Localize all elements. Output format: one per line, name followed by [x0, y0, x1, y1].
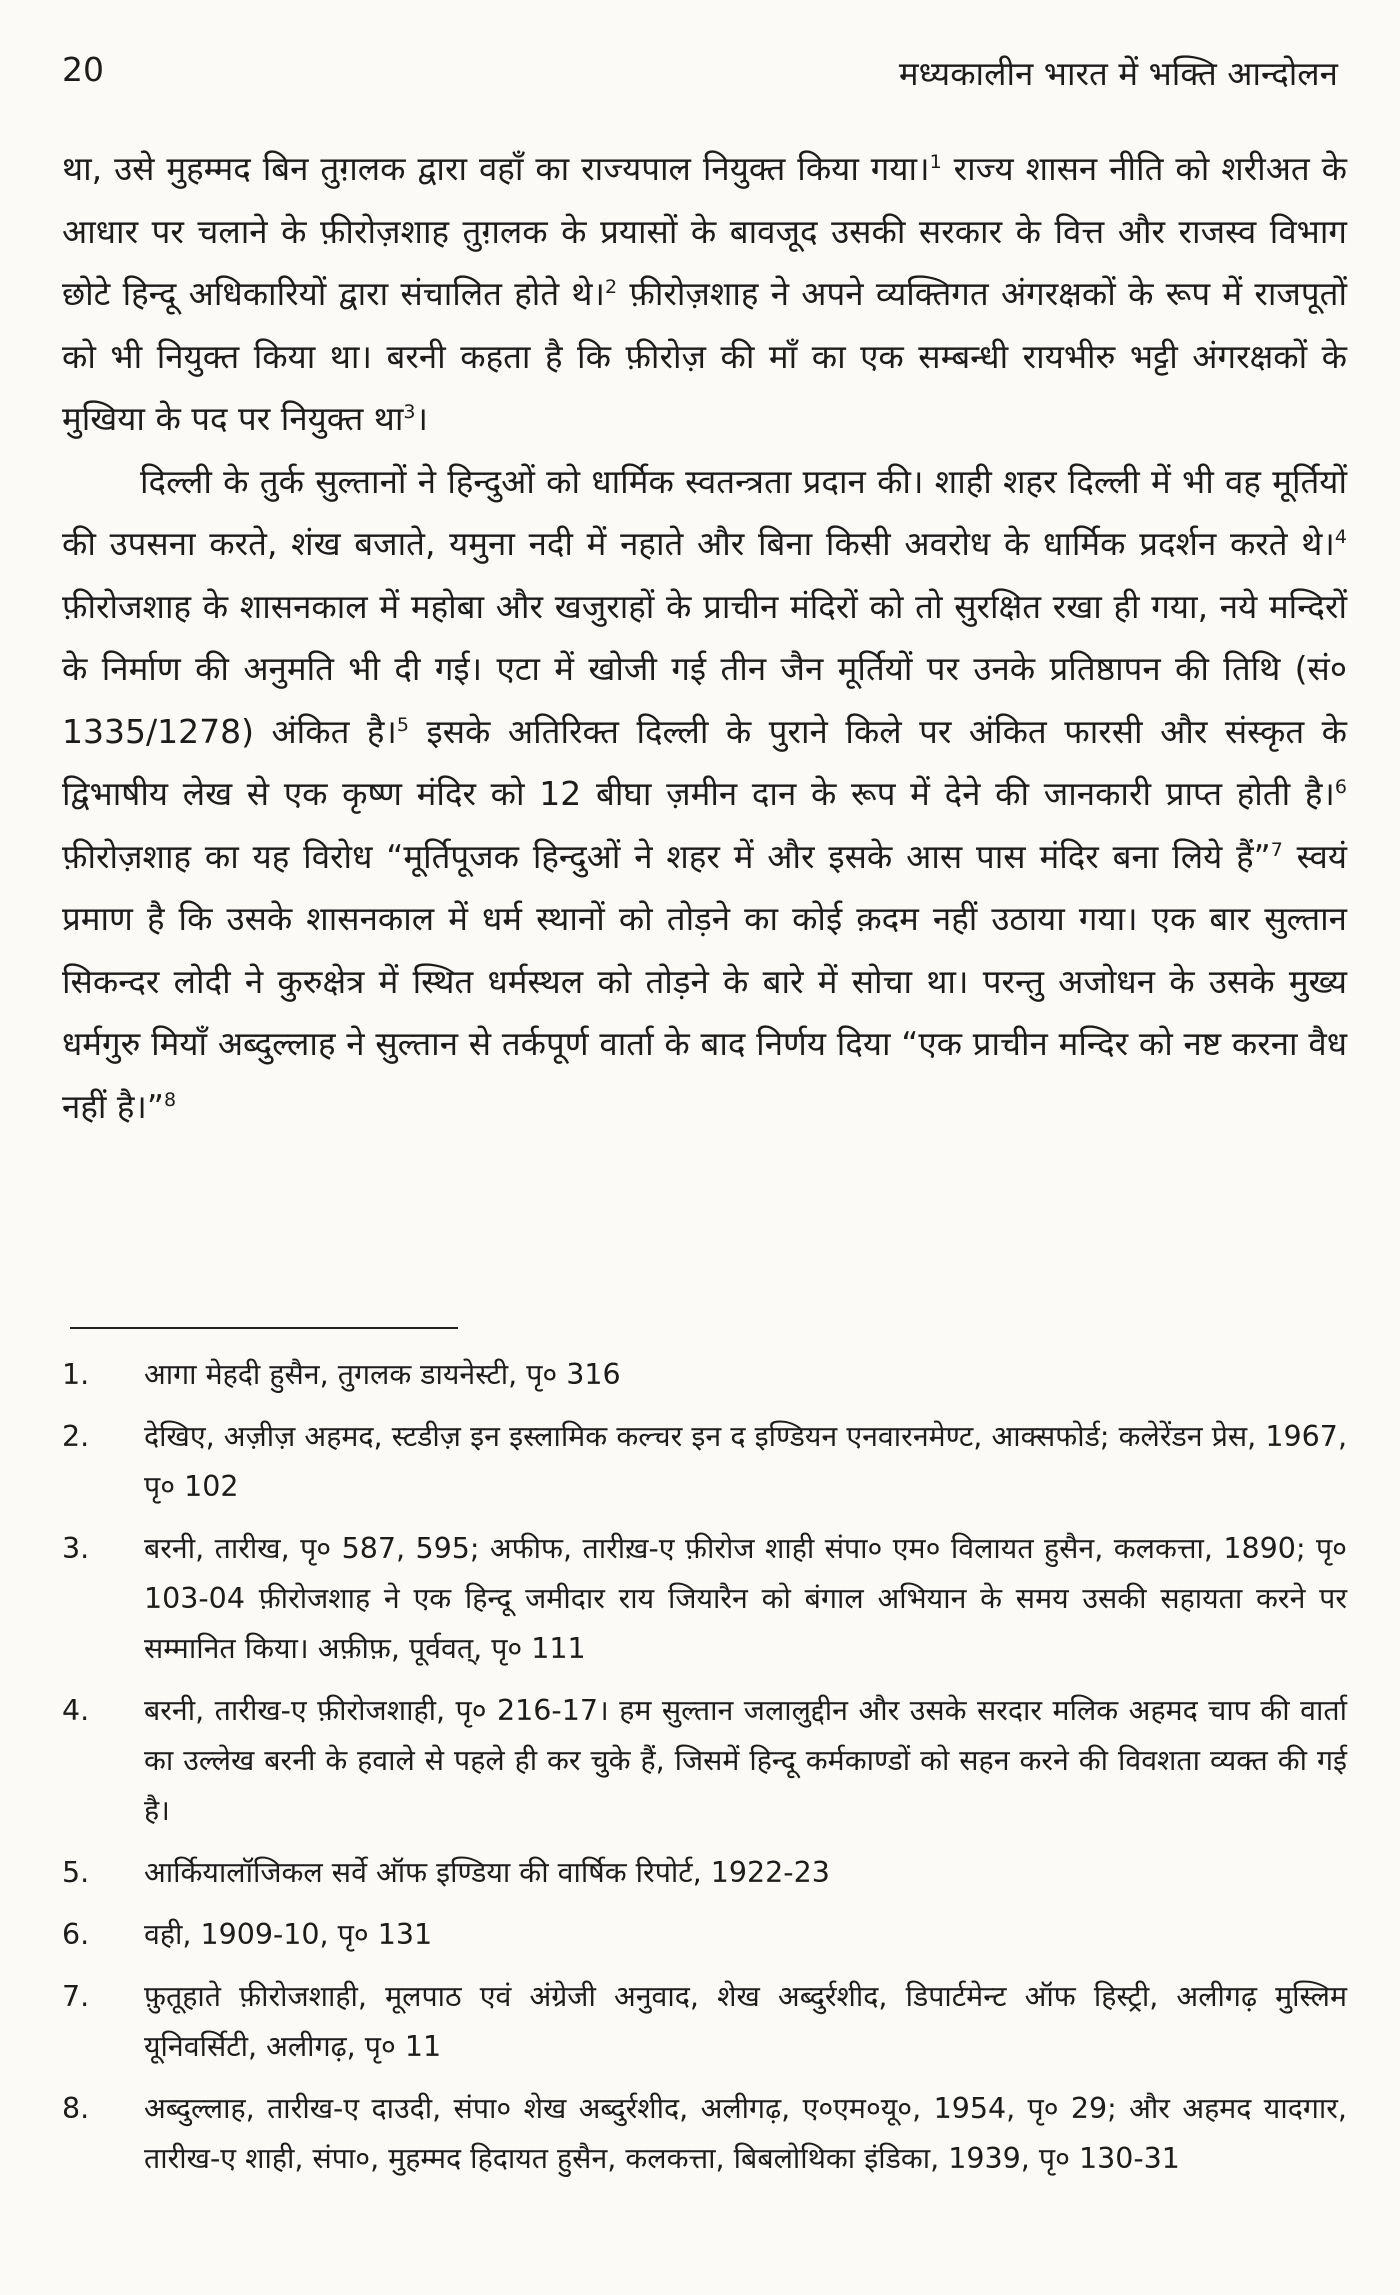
paragraph-text: राज्य शासन नीति को शरीअत के आधार पर चलाने के फ़ीरोज़शाह तुग़लक के प्रयासों के बावजूद उसकी सरकार के वित्त और राजस्व विभाग छोटे हिन्दू अधिकारियों द्वारा संचालित होते थे।: [62, 149, 1348, 313]
footnote-text: फ़ुतूहाते फ़ीरोजशाही, मूलपाठ एवं अंग्रेजी अनुवाद, शेख अब्दुर्रशीद, डिपार्टमेन्ट ऑफ हिस्ट्री, अलीगढ़ मुस्लिम यूनिवर्सिटी, अलीगढ़, पृ० 11: [144, 1980, 1347, 2063]
footnote-text: आर्कियालॉजिकल सर्वे ऑफ इण्डिया की वार्षिक रिपोर्ट, 1922-23: [144, 1856, 830, 1889]
footnote-ref-7[interactable]: 7: [1270, 838, 1283, 861]
paragraph-text: था, उसे मुहम्मद बिन तुग़लक द्वारा वहाँ का राज्यपाल नियुक्त किया गया।: [62, 149, 930, 188]
footnote-ref-6[interactable]: 6: [1334, 776, 1347, 798]
footnote-ref-4[interactable]: 4: [1334, 526, 1347, 548]
paragraph-text: फ़ीरोज़शाह का यह विरोध “मूर्तिपूजक हिन्दुओं ने शहर में और इसके आस पास मंदिर बना लिये हैं”: [62, 836, 1271, 876]
page-number: 20: [62, 50, 104, 89]
footnote-number: 7.: [62, 1980, 90, 2013]
footnote-text: आगा मेहदी हुसैन, तुगलक डायनेस्टी, पृ० 316: [144, 1358, 621, 1391]
paragraph-1: [62, 138, 1347, 451]
footnote-number: 3.: [62, 1532, 90, 1565]
paragraph-2: [62, 451, 1347, 1139]
footnote-item: [62, 1524, 1347, 1674]
footnote-item: [62, 1350, 1347, 1400]
footnote-ref-5[interactable]: 5: [396, 713, 410, 736]
paragraph-text: फ़ीरोजशाह के शासनकाल में महोबा और खजुराहों के प्राचीन मंदिरों को तो सुरक्षित रखा ही गया, नये मन्दिरों के निर्माण की अनुमति भी दी गई। एटा में खोजी गई तीन जैन मूर्तियों पर उनके प्रतिष्ठापन की तिथि (सं० 1335/1278) अंकित है।: [62, 586, 1347, 751]
footnote-text: वही, 1909-10, पृ० 131: [144, 1918, 433, 1951]
paragraph-text: दिल्ली के तुर्क सुल्तानों ने हिन्दुओं को धार्मिक स्वतन्त्रता प्रदान की। शाही शहर दिल्ली में भी वह मूर्तियों की उपसना करते, शंख बजाते, यमुना नदी में नहाते और बिना किसी अवरोध के धार्मिक प्रदर्शन करते थे।: [62, 461, 1347, 563]
footnote-text: बरनी, तारीख-ए फ़ीरोजशाही, पृ० 216-17। हम सुल्तान जलालुद्दीन और उसके सरदार मलिक अहमद चाप की वार्ता का उल्लेख बरनी के हवाले से पहले ही कर चुके हैं, जिसमें हिन्दू कर्मकाण्डों को सहन करने की विवशता व्यक्त की गई है।: [144, 1694, 1347, 1827]
footnote-number: 1.: [62, 1358, 90, 1391]
footnotes: [62, 1350, 1347, 2196]
paragraph-text: स्वयं प्रमाण है कि उसके शासनकाल में धर्म स्थानों को तोड़ने का कोई क़दम नहीं उठाया गया। एक बार सुल्तान सिकन्दर लोदी ने कुरुक्षेत्र में स्थित धर्मस्थल को तोड़ने के बारे में सोचा था। परन्तु अजोधन के उसके मुख्य धर्मगुरु मियाँ अब्दुल्लाह ने सुल्तान से तर्कपूर्ण वार्ता के बाद निर्णय दिया “एक प्राचीन मन्दिर को नष्ट करना वैध नहीं है।”: [62, 836, 1347, 1126]
footnote-number: 8.: [62, 2092, 90, 2125]
footnote-ref-1[interactable]: 1: [929, 151, 942, 173]
footnote-item: [62, 2084, 1347, 2184]
footnote-divider: [70, 1327, 458, 1329]
footnote-number: 6.: [62, 1918, 90, 1951]
paragraph-text: ।: [415, 399, 429, 438]
footnote-text: देखिए, अज़ीज़ अहमद, स्टडीज़ इन इस्लामिक कल्चर इन द इण्डियन एनवारनमेण्ट, आक्सफोर्ड; कलेरेंडन प्रेस, 1967, पृ० 102: [144, 1420, 1347, 1503]
footnote-ref-8[interactable]: 8: [164, 1088, 177, 1111]
footnote-item: [62, 1848, 1347, 1898]
paragraph-text: इसके अतिरिक्त दिल्ली के पुराने किले पर अंकित फारसी और संस्कृत के द्विभाषीय लेख से एक कृष्ण मंदिर को 12 बीघा ज़मीन दान के रूप में देने की जानकारी प्राप्त होती है।: [62, 711, 1348, 813]
footnote-text: अब्दुल्लाह, तारीख-ए दाउदी, संपा० शेख अब्दुर्रशीद, अलीगढ़, ए०एम०यू०, 1954, पृ० 29; और अहमद यादगार, तारीख-ए शाही, संपा०, मुहम्मद हिदायत हुसैन, कलकत्ता, बिबलोथिका इंडिका, 1939, पृ० 130-31: [144, 2092, 1347, 2175]
body-text: [62, 138, 1347, 1138]
footnote-item: [62, 1686, 1347, 1836]
footnote-item: [62, 1910, 1347, 1960]
footnote-item: [62, 1972, 1347, 2072]
footnote-ref-2[interactable]: 2: [605, 276, 618, 298]
running-head: मध्यकालीन भारत में भक्ति आन्दोलन: [898, 54, 1338, 93]
footnote-number: 5.: [62, 1856, 90, 1889]
page-header: [62, 50, 1338, 100]
footnote-item: [62, 1412, 1347, 1512]
footnote-ref-3[interactable]: 3: [403, 401, 416, 423]
paragraph-text: फ़ीरोज़शाह ने अपने व्यक्तिगत अंगरक्षकों के रूप में राजपूतों को भी नियुक्त किया था। बरनी कहता है कि फ़ीरोज़ की माँ का एक सम्बन्धी रायभीरु भट्टी अंगरक्षकों के मुखिया के पद पर नियुक्त था: [62, 274, 1347, 438]
footnote-number: 2.: [62, 1420, 90, 1453]
footnote-number: 4.: [62, 1694, 90, 1727]
footnote-text: बरनी, तारीख, पृ० 587, 595; अफीफ, तारीख़-ए फ़ीरोज शाही संपा० एम० विलायत हुसैन, कलकत्ता, 1890; पृ० 103-04 फ़ीरोजशाह ने एक हिन्दू जमीदार राय जियारैन को बंगाल अभियान के समय उसकी सहायता करने पर सम्मानित किया। अफ़ीफ़, पूर्ववत्, पृ० 111: [144, 1532, 1347, 1665]
